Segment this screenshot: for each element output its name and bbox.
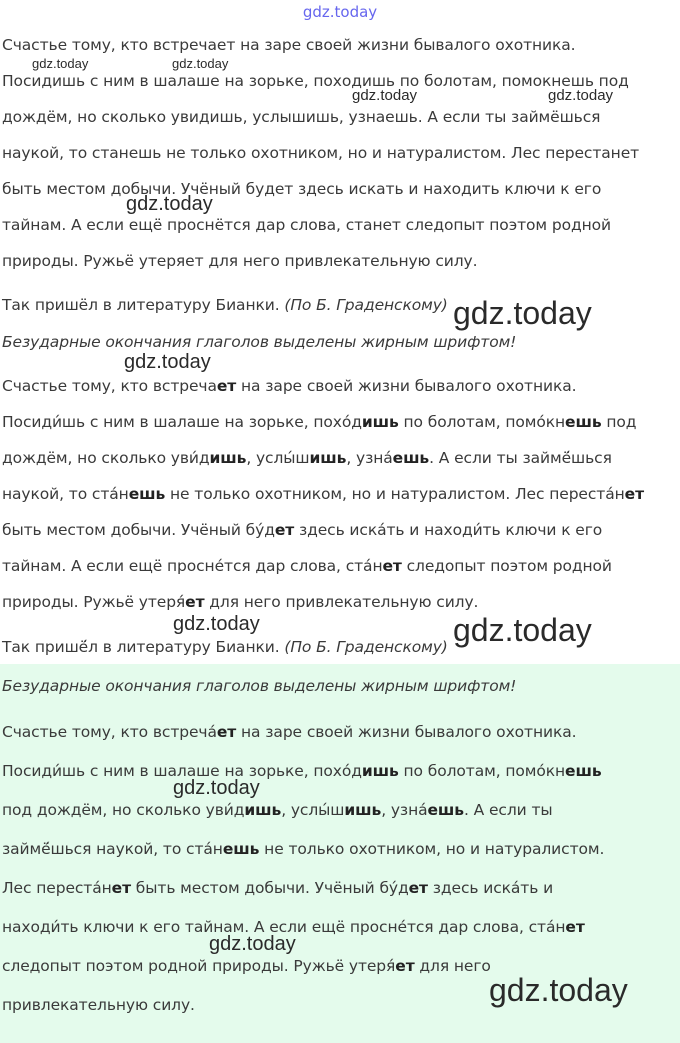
text-line bbox=[2, 801, 553, 819]
text-line bbox=[2, 879, 553, 897]
watermark: gdz.today bbox=[453, 295, 592, 331]
verb-ending: ет bbox=[408, 879, 428, 897]
text-line: природы. Ружьё утеряет для него привлекательную силу. bbox=[2, 252, 478, 270]
text-segment: по болотам, помо́кн bbox=[398, 413, 566, 431]
text-line bbox=[2, 762, 602, 780]
text-line bbox=[2, 957, 491, 975]
watermark: gdz.today bbox=[453, 612, 592, 648]
site-brand: gdz.today bbox=[302, 3, 378, 21]
text-line bbox=[2, 485, 644, 503]
text-segment: по болотам, помо́кн bbox=[398, 762, 566, 780]
text-segment: быть местом добычи. Учёный бу́д bbox=[130, 879, 409, 897]
verb-ending: ешь bbox=[392, 449, 430, 467]
text-segment: Счастье тому, кто встреча bbox=[2, 377, 217, 395]
text-segment: здесь иска́ть и находи́ть ключи к его bbox=[294, 521, 603, 539]
text-line bbox=[2, 521, 602, 539]
text-segment: не только охотником, но и натуралистом. bbox=[259, 840, 605, 858]
verb-ending: ет bbox=[216, 723, 237, 741]
text-line bbox=[2, 449, 612, 467]
text-segment: Посиди́шь с ним в шалаше на зорьке, похо́д bbox=[2, 413, 362, 431]
source-citation: (По Б. Граденскому) bbox=[284, 296, 448, 314]
watermark: gdz.today bbox=[32, 56, 89, 71]
text-line: дождём, но сколько увидишь, услышишь, узнаешь. А если ты займёшься bbox=[2, 108, 601, 126]
verb-ending: ет bbox=[565, 918, 585, 936]
text-segment: для него bbox=[414, 957, 491, 975]
watermark: gdz.today bbox=[548, 87, 614, 104]
verb-ending: ишь bbox=[244, 801, 282, 819]
text-segment: , узна́ bbox=[346, 449, 393, 467]
watermark: gdz.today bbox=[124, 351, 211, 373]
watermark: gdz.today bbox=[173, 613, 260, 635]
text-segment: , услы́ш bbox=[246, 449, 310, 467]
section-heading: Безударные окончания глаголов выделены жирным шрифтом! bbox=[2, 677, 517, 695]
text-segment: Лес переста́н bbox=[2, 879, 112, 897]
text-segment: тайнам. А если ещё просне́тся дар слова, ста́н bbox=[2, 557, 383, 575]
text-segment: . А если ты займё́шься bbox=[429, 449, 612, 467]
text-segment: наукой, то ста́н bbox=[2, 485, 129, 503]
watermark: gdz.today bbox=[172, 56, 229, 71]
verb-ending: ишь bbox=[209, 449, 247, 467]
watermark: gdz.today bbox=[173, 777, 260, 799]
text-segment: под bbox=[601, 413, 637, 431]
text-segment: следопыт поэтом родной природы. Ружьё утеря́ bbox=[2, 957, 396, 975]
verb-ending: ет bbox=[624, 485, 644, 503]
verb-ending: ешь bbox=[128, 485, 166, 503]
text-line bbox=[2, 377, 576, 395]
text-line: Счастье тому, кто встречает на заре своей жизни бывалого охотника. bbox=[2, 36, 576, 54]
text-segment: для него привлекательную силу. bbox=[204, 593, 479, 611]
text-segment: Счастье тому, кто встреча́ bbox=[2, 723, 217, 741]
watermark: gdz.today bbox=[126, 193, 213, 215]
verb-ending: ет bbox=[274, 521, 295, 539]
text-segment: на заре своей жизни бывалого охотника. bbox=[236, 723, 577, 741]
text-line bbox=[2, 638, 448, 656]
verb-ending: ет bbox=[111, 879, 131, 897]
text-line bbox=[2, 723, 576, 741]
verb-ending: ешь bbox=[222, 840, 260, 858]
section-heading: Безударные окончания глаголов выделены жирным шрифтом! bbox=[2, 333, 517, 351]
text-segment: привлекательную силу. bbox=[2, 996, 195, 1014]
text-segment: природы. Ружьё утеря́ bbox=[2, 593, 186, 611]
verb-ending: ишь bbox=[309, 449, 347, 467]
verb-ending: ишь bbox=[361, 413, 399, 431]
text-segment: Посиди́шь с ним в шалаше на зорьке, похо́д bbox=[2, 762, 362, 780]
text-segment: быть местом добычи. Учёный бу́д bbox=[2, 521, 275, 539]
text-line bbox=[2, 296, 448, 314]
verb-ending: ишь bbox=[361, 762, 399, 780]
text-line bbox=[2, 557, 612, 575]
text-line bbox=[2, 413, 636, 431]
text-segment: займё́шься наукой, то ста́н bbox=[2, 840, 223, 858]
watermark: gdz.today bbox=[489, 972, 628, 1008]
text-segment: под дождём, но сколько уви́д bbox=[2, 801, 245, 819]
text-line bbox=[2, 996, 195, 1014]
verb-ending: ишь bbox=[344, 801, 382, 819]
text-line bbox=[2, 840, 604, 858]
verb-ending: ешь bbox=[565, 762, 602, 780]
verb-ending: ет bbox=[185, 593, 205, 611]
text-segment: . А если ты bbox=[464, 801, 553, 819]
watermark: gdz.today bbox=[209, 933, 296, 955]
watermark: gdz.today bbox=[352, 87, 418, 104]
text-segment: следопыт поэтом родной bbox=[401, 557, 612, 575]
verb-ending: ешь bbox=[565, 413, 602, 431]
text-segment: находи́ть ключи к его тайнам. А если ещё просне́тся дар слова, ста́н bbox=[2, 918, 566, 936]
text-line: тайнам. А если ещё проснётся дар слова, станет следопыт поэтом родной bbox=[2, 216, 611, 234]
verb-ending: ешь bbox=[427, 801, 464, 819]
text-segment: не только охотником, но и натуралистом. Лес переста́н bbox=[165, 485, 625, 503]
verb-ending: ет bbox=[395, 957, 415, 975]
text-segment: здесь иска́ть и bbox=[427, 879, 554, 897]
text-segment: дождём, но сколько уви́д bbox=[2, 449, 210, 467]
text-segment: , услы́ш bbox=[281, 801, 345, 819]
verb-ending: ет bbox=[216, 377, 237, 395]
closing-sentence: Так пришёл в литературу Бианки. bbox=[2, 296, 280, 314]
text-line: Посидишь с ним в шалаше на зорьке, походишь по болотам, помокнешь под bbox=[2, 72, 629, 90]
text-line: быть местом добычи. Учёный будет здесь искать и находить ключи к его bbox=[2, 180, 602, 198]
text-line bbox=[2, 593, 478, 611]
closing-sentence: Так пришё́л в литературу Бианки. bbox=[2, 638, 280, 656]
text-line: наукой, то станешь не только охотником, но и натуралистом. Лес перестанет bbox=[2, 144, 640, 162]
text-segment: на заре своей жизни бывалого охотника. bbox=[236, 377, 577, 395]
text-segment: , узна́ bbox=[381, 801, 428, 819]
verb-ending: ет bbox=[382, 557, 402, 575]
source-citation: (По Б. Граденскому) bbox=[284, 638, 448, 656]
